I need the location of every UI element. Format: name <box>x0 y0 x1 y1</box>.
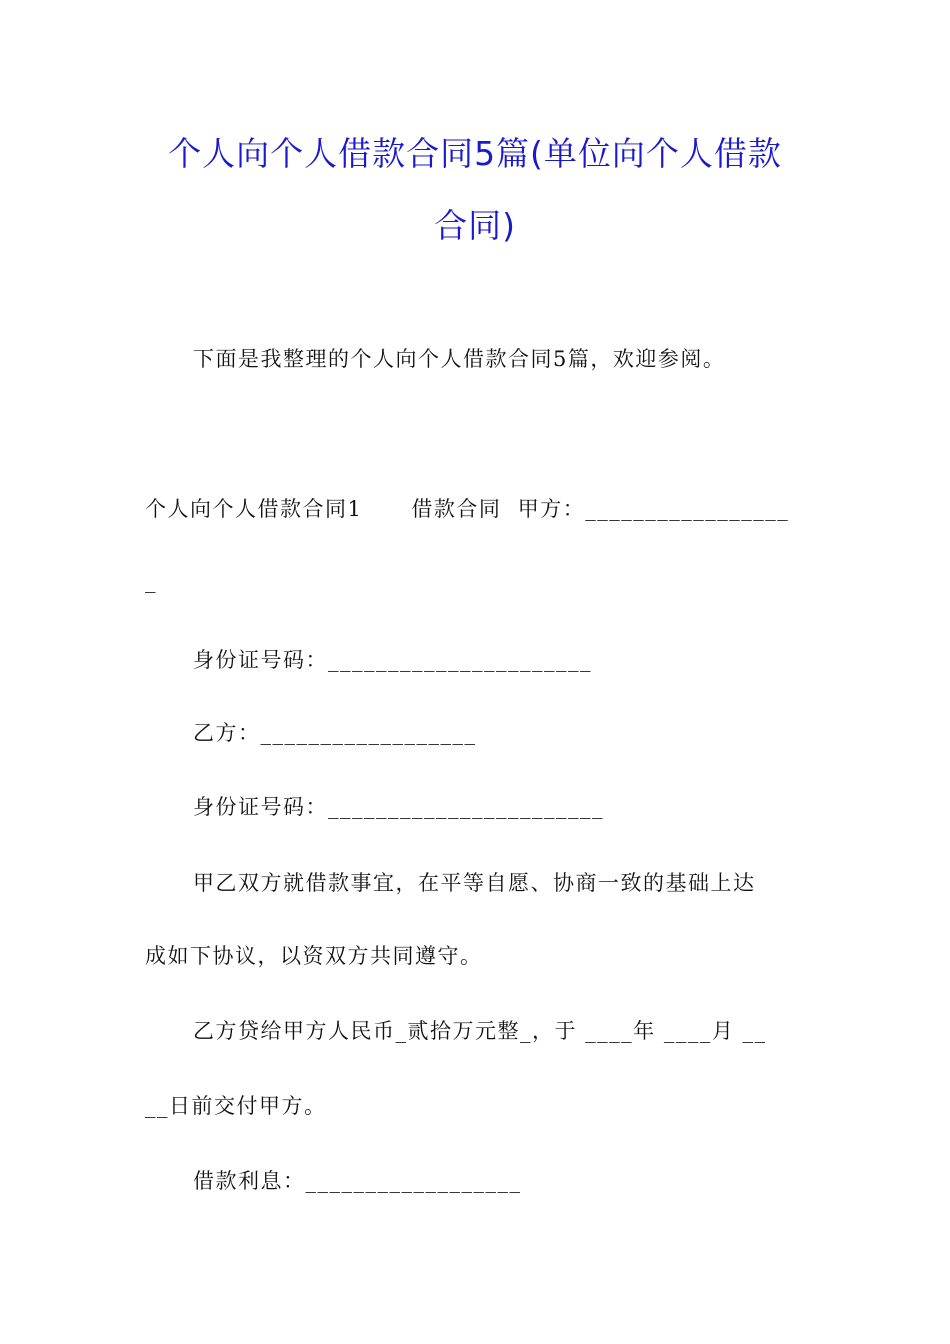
agreement-paragraph-line-2: 成如下协议，以资双方共同遵守。 <box>145 944 483 968</box>
section-1-heading-line: 个人向个人借款合同1 借款合同 甲方：_________________ <box>145 497 790 521</box>
intro-paragraph: 下面是我整理的个人向个人借款合同5篇，欢迎参阅。 <box>193 347 726 371</box>
document-title-line-2: 合同) <box>434 206 516 245</box>
party-b-id-number: 身份证号码：_______________________ <box>193 795 604 819</box>
section-1-heading-continuation: _ <box>145 569 157 593</box>
loan-interest-line: 借款利息：__________________ <box>193 1169 522 1193</box>
document-title-line-1: 个人向个人借款合同5篇(单位向个人借款 <box>168 134 782 173</box>
loan-clause-line-1: 乙方贷给甲方人民币_贰拾万元整_，于 ____年 ____月 __ <box>193 1019 767 1043</box>
loan-clause-line-2: __日前交付甲方。 <box>145 1094 327 1118</box>
agreement-paragraph-line-1: 甲乙双方就借款事宜，在平等自愿、协商一致的基础上达 <box>193 871 756 895</box>
party-a-id-number: 身份证号码：______________________ <box>193 648 592 672</box>
party-b-name: 乙方：__________________ <box>193 721 477 745</box>
